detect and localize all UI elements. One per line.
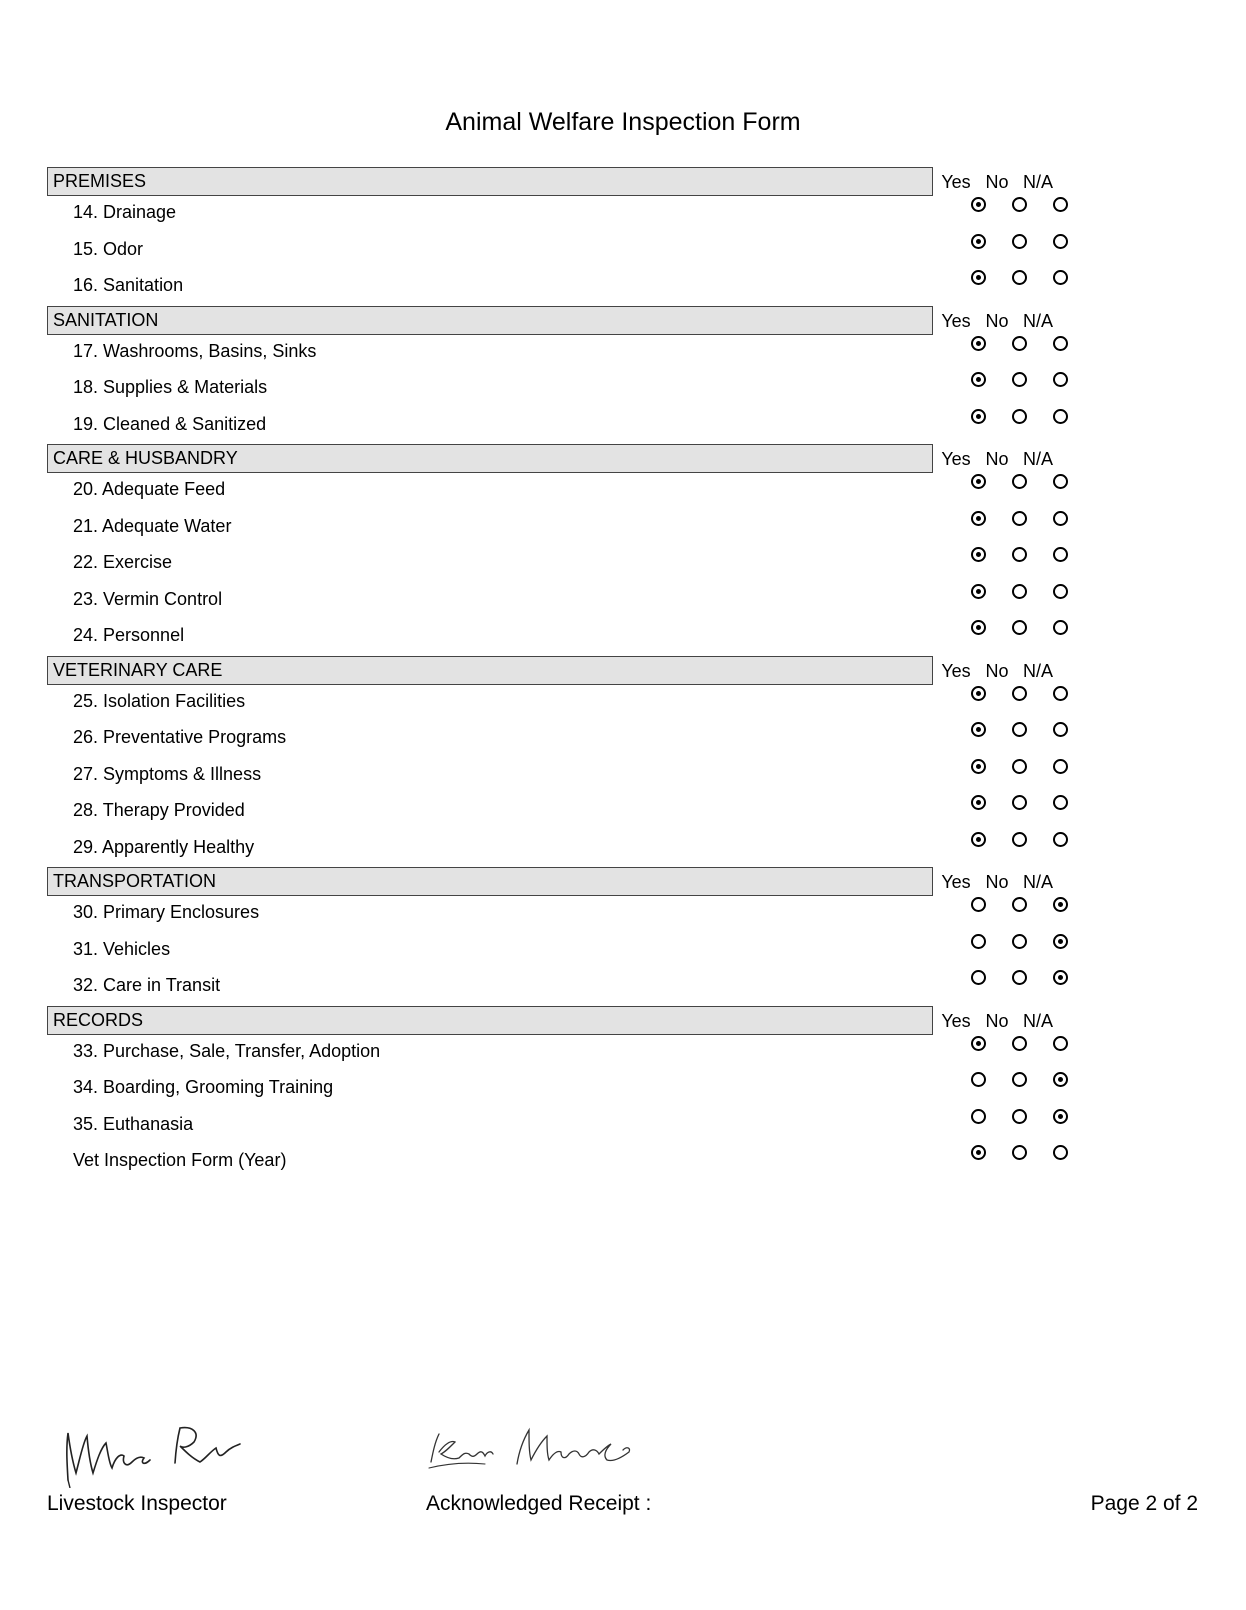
item-label: Vet Inspection Form (Year) xyxy=(73,1150,287,1170)
column-header-no: No xyxy=(985,449,1009,469)
radio-yes[interactable] xyxy=(971,197,986,212)
item-label: 33. Purchase, Sale, Transfer, Adoption xyxy=(73,1040,381,1061)
radio-yes[interactable] xyxy=(971,934,986,949)
radio-no[interactable] xyxy=(1012,620,1027,635)
item-label: 34. Boarding, Grooming Training xyxy=(73,1077,334,1097)
item-label: 22. Exercise xyxy=(73,552,173,572)
radio-na[interactable] xyxy=(1053,270,1068,285)
item-label: 14. Drainage xyxy=(73,202,177,222)
radio-no[interactable] xyxy=(1012,234,1027,249)
radio-yes[interactable] xyxy=(971,1072,986,1087)
radio-no[interactable] xyxy=(1012,547,1027,562)
radio-yes[interactable] xyxy=(971,270,986,285)
radio-na[interactable] xyxy=(1053,234,1068,249)
item-label: 32. Care in Transit xyxy=(73,975,221,995)
item-label: 15. Odor xyxy=(73,238,144,259)
radio-no[interactable] xyxy=(1012,270,1027,285)
radio-no[interactable] xyxy=(1012,1109,1027,1124)
radio-na[interactable] xyxy=(1053,547,1068,562)
radio-no[interactable] xyxy=(1012,1036,1027,1051)
item-label: 18. Supplies & Materials xyxy=(73,377,268,397)
radio-no[interactable] xyxy=(1012,686,1027,701)
radio-no[interactable] xyxy=(1012,511,1027,526)
column-header-no: No xyxy=(985,660,1009,681)
radio-no[interactable] xyxy=(1012,759,1027,774)
column-header-no: No xyxy=(985,310,1009,331)
radio-na[interactable] xyxy=(1053,1036,1068,1051)
radio-yes[interactable] xyxy=(971,234,986,249)
column-header-na: N/A xyxy=(1022,449,1053,469)
radio-yes[interactable] xyxy=(971,1109,986,1124)
radio-no[interactable] xyxy=(1012,336,1027,351)
item-label: 19. Cleaned & Sanitized xyxy=(73,413,267,434)
receipt-signature xyxy=(425,1422,640,1482)
radio-yes[interactable] xyxy=(971,409,986,424)
radio-no[interactable] xyxy=(1012,1145,1027,1160)
radio-no[interactable] xyxy=(1012,897,1027,912)
radio-yes[interactable] xyxy=(971,1036,986,1051)
receipt-label: Acknowledged Receipt : xyxy=(426,1492,652,1515)
column-header-na: N/A xyxy=(1022,660,1053,681)
column-header-na: N/A xyxy=(1022,172,1053,192)
radio-no[interactable] xyxy=(1012,970,1027,985)
column-header-no: No xyxy=(985,172,1009,192)
page-number: Page 2 of 2 xyxy=(1090,1492,1198,1515)
radio-no[interactable] xyxy=(1012,1072,1027,1087)
radio-no[interactable] xyxy=(1012,409,1027,424)
radio-yes[interactable] xyxy=(971,474,986,489)
column-header-yes: Yes xyxy=(941,660,971,681)
column-header-yes: Yes xyxy=(941,449,971,469)
item-label: 30. Primary Enclosures xyxy=(73,902,260,922)
radio-yes[interactable] xyxy=(971,897,986,912)
radio-na[interactable] xyxy=(1053,832,1068,847)
radio-yes[interactable] xyxy=(971,722,986,737)
radio-no[interactable] xyxy=(1012,197,1027,212)
column-header-yes: Yes xyxy=(941,172,971,192)
item-label: 35. Euthanasia xyxy=(73,1113,194,1134)
column-header-yes: Yes xyxy=(941,310,971,331)
item-label: 17. Washrooms, Basins, Sinks xyxy=(73,340,317,361)
radio-yes[interactable] xyxy=(971,584,986,599)
item-label: 27. Symptoms & Illness xyxy=(73,763,262,784)
radio-yes[interactable] xyxy=(971,795,986,810)
radio-na[interactable] xyxy=(1053,474,1068,489)
radio-no[interactable] xyxy=(1012,474,1027,489)
radio-na[interactable] xyxy=(1053,511,1068,526)
form-title: Animal Welfare Inspection Form xyxy=(445,108,801,136)
section-header: CARE & HUSBANDRY xyxy=(47,444,933,473)
radio-na[interactable] xyxy=(1053,336,1068,351)
radio-no[interactable] xyxy=(1012,934,1027,949)
item-label: 29. Apparently Healthy xyxy=(73,836,255,857)
radio-yes[interactable] xyxy=(971,686,986,701)
radio-na[interactable] xyxy=(1053,795,1068,810)
radio-no[interactable] xyxy=(1012,372,1027,387)
section-header: RECORDS xyxy=(47,1006,933,1035)
section-header: VETERINARY CARE xyxy=(47,656,933,685)
radio-yes[interactable] xyxy=(971,336,986,351)
item-label: 24. Personnel xyxy=(73,625,185,645)
inspector-signature xyxy=(60,1418,245,1488)
column-header-na: N/A xyxy=(1022,310,1053,331)
radio-no[interactable] xyxy=(1012,795,1027,810)
section-header: PREMISES xyxy=(47,167,933,196)
radio-na[interactable] xyxy=(1053,409,1068,424)
radio-na[interactable] xyxy=(1053,970,1068,985)
radio-na[interactable] xyxy=(1053,584,1068,599)
radio-yes[interactable] xyxy=(971,372,986,387)
radio-na[interactable] xyxy=(1053,897,1068,912)
item-label: 21. Adequate Water xyxy=(73,515,232,536)
radio-na[interactable] xyxy=(1053,197,1068,212)
radio-na[interactable] xyxy=(1053,934,1068,949)
radio-na[interactable] xyxy=(1053,620,1068,635)
section-header: SANITATION xyxy=(47,306,933,335)
radio-na[interactable] xyxy=(1053,686,1068,701)
item-label: 23. Vermin Control xyxy=(73,588,223,609)
item-label: 28. Therapy Provided xyxy=(73,800,245,820)
column-header-no: No xyxy=(985,1010,1009,1031)
item-label: 26. Preventative Programs xyxy=(73,727,287,747)
radio-no[interactable] xyxy=(1012,722,1027,737)
column-header-na: N/A xyxy=(1022,872,1053,892)
column-header-yes: Yes xyxy=(941,872,971,892)
item-label: 31. Vehicles xyxy=(73,938,171,959)
radio-yes[interactable] xyxy=(971,759,986,774)
radio-na[interactable] xyxy=(1053,759,1068,774)
radio-no[interactable] xyxy=(1012,832,1027,847)
radio-na[interactable] xyxy=(1053,1109,1068,1124)
item-label: 20. Adequate Feed xyxy=(73,479,226,499)
radio-yes[interactable] xyxy=(971,970,986,985)
item-label: 25. Isolation Facilities xyxy=(73,690,246,711)
radio-na[interactable] xyxy=(1053,372,1068,387)
section-header: TRANSPORTATION xyxy=(47,867,933,896)
item-label: 16. Sanitation xyxy=(73,275,184,295)
radio-yes[interactable] xyxy=(971,620,986,635)
inspector-label: Livestock Inspector xyxy=(47,1492,227,1515)
column-header-no: No xyxy=(985,872,1009,892)
radio-na[interactable] xyxy=(1053,1145,1068,1160)
column-header-na: N/A xyxy=(1022,1010,1053,1031)
radio-yes[interactable] xyxy=(971,511,986,526)
radio-na[interactable] xyxy=(1053,1072,1068,1087)
radio-na[interactable] xyxy=(1053,722,1068,737)
radio-no[interactable] xyxy=(1012,584,1027,599)
radio-yes[interactable] xyxy=(971,1145,986,1160)
radio-yes[interactable] xyxy=(971,547,986,562)
column-header-yes: Yes xyxy=(941,1010,971,1031)
radio-yes[interactable] xyxy=(971,832,986,847)
